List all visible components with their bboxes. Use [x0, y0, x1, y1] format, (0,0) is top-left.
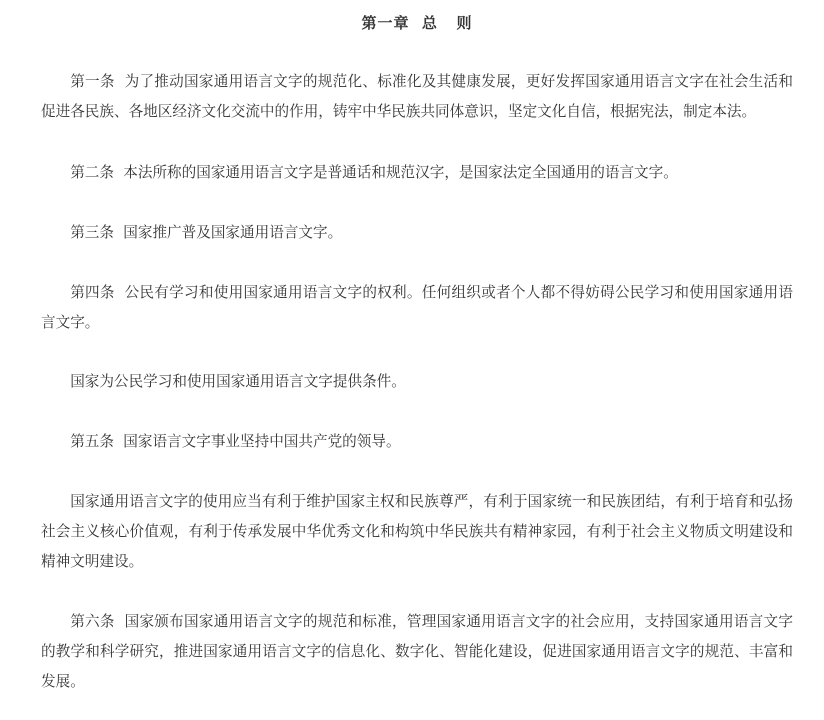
- article-5-paragraph: [41, 427, 793, 457]
- article-5-second-paragraph: [41, 487, 793, 577]
- paragraph-text: 国家语言文字事业坚持中国共产党的领导。: [123, 433, 401, 450]
- paragraph-text: 公民有学习和使用国家通用语言文字的权利。任何组织或者个人都不得妨碍公民学习和使用国家通用语言文字。: [41, 284, 793, 331]
- article-4-second-paragraph: [41, 367, 793, 397]
- article-number: 第一条: [70, 73, 125, 90]
- article-4-paragraph: [41, 278, 793, 338]
- paragraph-text: 国家为公民学习和使用国家通用语言文字提供条件。: [70, 373, 406, 390]
- paragraph-text: 国家颁布国家通用语言文字的规范和标准，管理国家通用语言文字的社会应用，支持国家通用语言文字的教学和科学研究，推进国家通用语言文字的信息化、数字化、智能化建设，促进国家通用语言文字的规范、丰富和发展。: [41, 613, 793, 690]
- article-1-paragraph: [41, 67, 793, 127]
- paragraph-text: 为了推动国家通用语言文字的规范化、标准化及其健康发展，更好发挥国家通用语言文字在社会生活和促进各民族、各地区经济文化交流中的作用，铸牢中华民族共同体意识，坚定文化自信，根据宪法，制定本法。: [41, 73, 793, 120]
- paragraph-text: 本法所称的国家通用语言文字是普通话和规范汉字，是国家法定全国通用的语言文字。: [123, 164, 678, 181]
- article-number: 第三条: [70, 224, 124, 241]
- article-2-paragraph: [41, 158, 793, 188]
- paragraph-text: 国家推广普及国家通用语言文字。: [123, 224, 343, 241]
- article-3-paragraph: [41, 218, 793, 248]
- article-number: 第六条: [70, 613, 125, 630]
- chapter-title: 第一章 总 则: [361, 14, 473, 32]
- article-number: 第四条: [70, 284, 125, 301]
- paragraph-text: 国家通用语言文字的使用应当有利于维护国家主权和民族尊严，有利于国家统一和民族团结，有利于培育和弘扬社会主义核心价值观，有利于传承发展中华优秀文化和构筑中华民族共有精神家园，有利于社会主义物质文明建设和精神文明建设。: [41, 493, 793, 570]
- article-number: 第五条: [70, 433, 124, 450]
- article-6-paragraph: [41, 607, 793, 697]
- article-number: 第二条: [70, 164, 124, 181]
